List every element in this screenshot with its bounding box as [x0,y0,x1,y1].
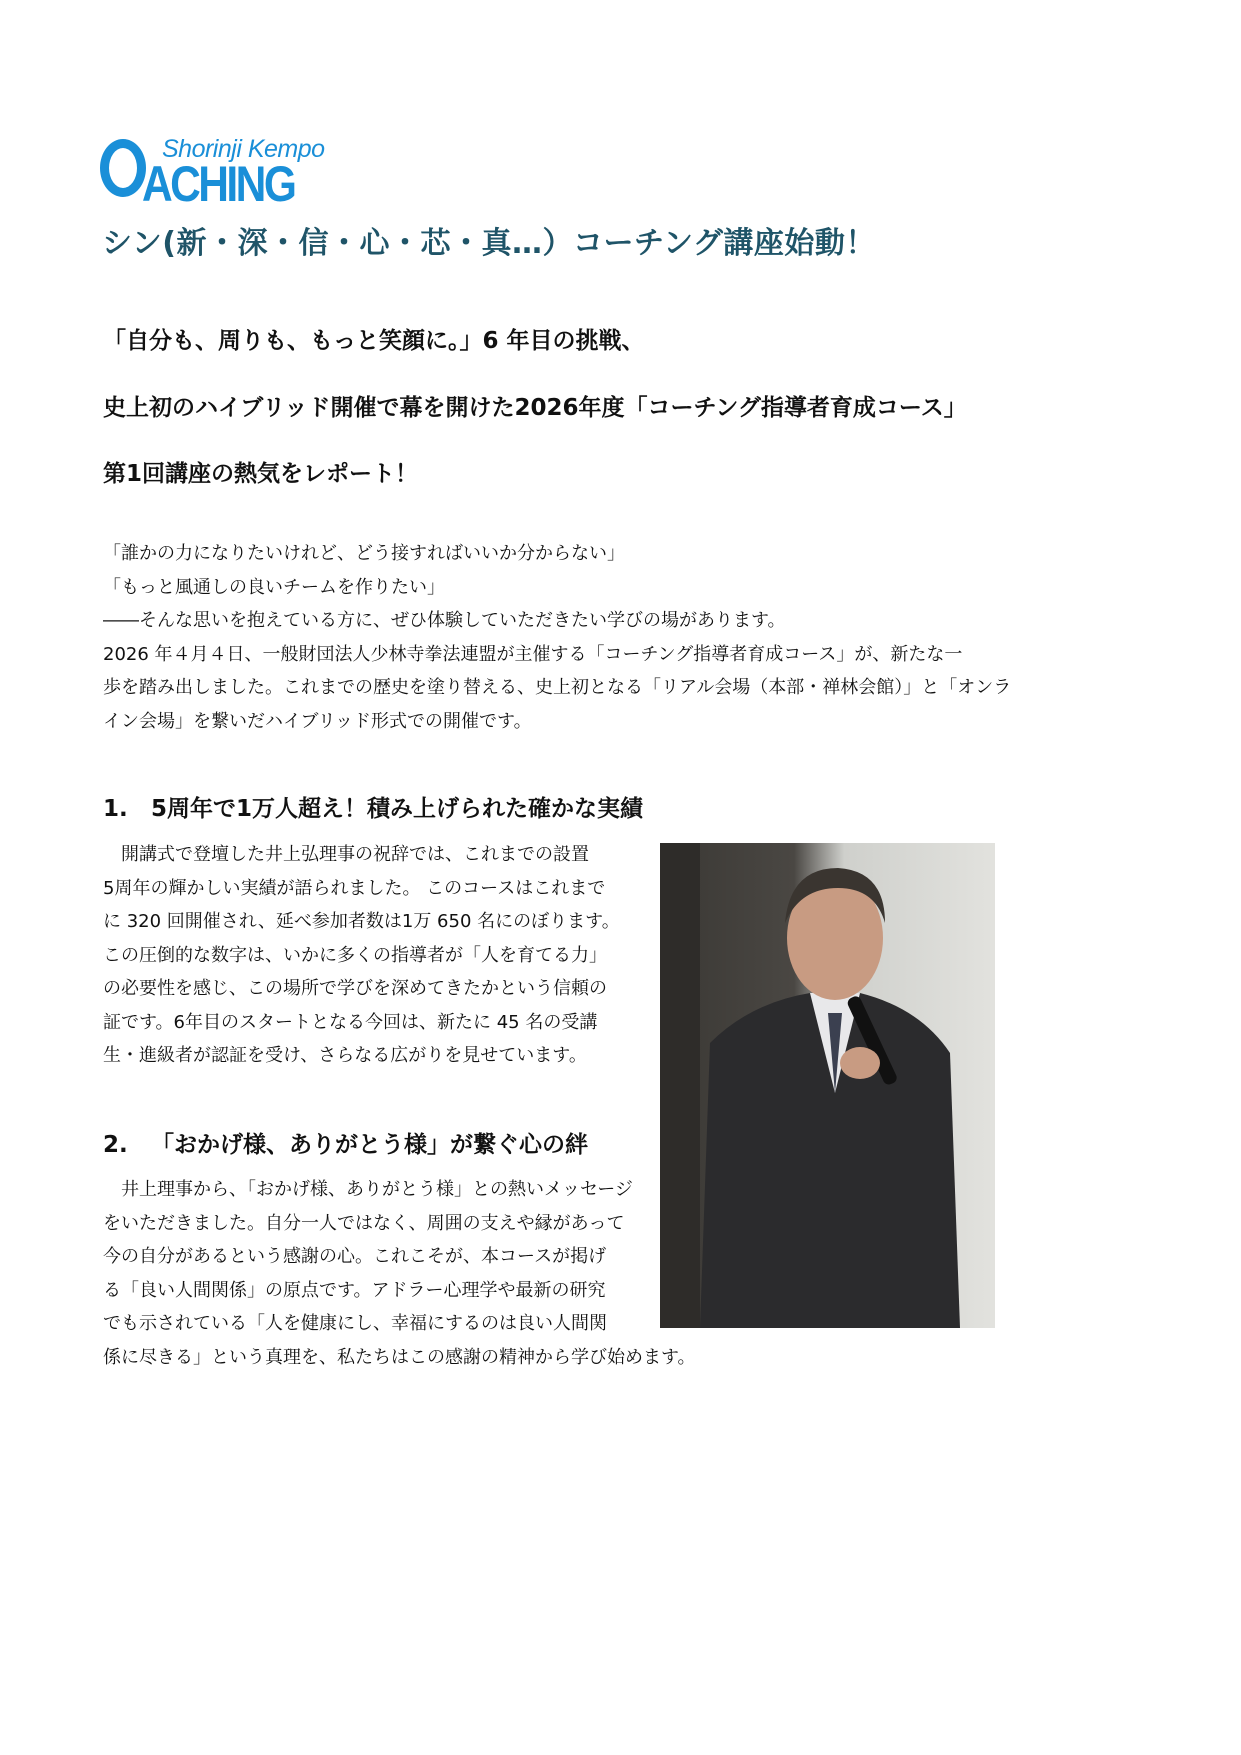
lead-line-1: 「自分も、周りも、もっと笑顔に。」6 年目の挑戦、 [103,328,645,354]
body-line: でも示されている「人を健康にし、幸福にするのは良い人間関 [103,1313,607,1334]
body-line: 5周年の輝かしい実績が語られました。 このコースはこれまで [103,877,606,899]
body-line: る「良い人間関係」の原点です。アドラー心理学や最新の研究 [103,1279,606,1301]
logo-text-top: Shorinji Kempo [162,135,325,163]
lead-line-3: 第1回講座の熱気をレポート！ [103,461,419,487]
body-line: 今の自分があるという感謝の心。これこそが、本コースが掲げ [103,1246,607,1267]
section-1-heading [103,790,643,823]
intro-line: 「もっと風通しの良いチームを作りたい」 [103,576,445,598]
section-number: 1. [103,796,128,822]
intro-line: 「誰かの力になりたいけれど、どう接すればいいか分からない」 [103,543,625,564]
section-number: 2. [103,1132,128,1158]
body-line: をいただきました。自分一人ではなく、周囲の支えや縁があって [103,1212,625,1234]
logo-text-bottom: ACHING [142,156,295,212]
intro-line: ――そんな思いを抱えている方に、ぜひ体験していただきたい学びの場があります。 [103,610,786,631]
body-line: この圧倒的な数字は、いかに多くの指導者が「人を育てる力」 [103,944,607,966]
logo-ring-icon [100,139,146,197]
body-line: 開講式で登壇した井上弘理事の祝辞では、これまでの設置 [103,844,589,865]
body-line: 井上理事から、「おかげ様、ありがとう様」との熱いメッセージ [103,1179,633,1200]
section-1-body [103,838,643,1073]
body-line: 生・進級者が認証を受け、さらなる広がりを見せています。 [103,1045,587,1066]
body-line: に 320 回開催され、延べ参加者数は1万 650 名にのぼります。 [103,911,620,932]
section-heading-text: 「おかげ様、ありがとう様」が繋ぐ心の絆 [151,1132,588,1158]
intro-paragraph [103,537,1013,738]
page-title: シン(新・深・信・心・芯・真…）コーチング講座始動！ [102,226,876,261]
section-2-heading [103,1126,588,1159]
intro-line: 歩を踏み出しました。これまでの歴史を塗り替える、史上初となる「リアル会場（本部・禅林会館）」と「オンラ [103,677,1012,698]
section-heading-text: 5周年で1万人超え！積み上げられた確かな実績 [151,796,644,822]
body-line: の必要性を感じ、この場所で学びを深めてきたかという信頼の [103,978,607,999]
intro-line: イン会場」を繋いだハイブリッド形式での開催です。 [103,710,532,732]
shorinji-kempo-coaching-logo [100,135,345,212]
section-2-body [103,1173,1003,1374]
body-line: 証です。6年目のスタートとなる今回は、新たに 45 名の受講 [103,1011,598,1033]
lead-line-2: 史上初のハイブリッド開催で幕を開けた2026年度「コーチング指導者育成コース」 [103,395,967,421]
intro-line: 2026 年４月４日、一般財団法人少林寺拳法連盟が主催する「コーチング指導者育成コース」が、新たな一 [103,643,963,665]
body-line: 係に尽きる」という真理を、私たちはこの感謝の精神から学び始めます。 [103,1346,696,1368]
